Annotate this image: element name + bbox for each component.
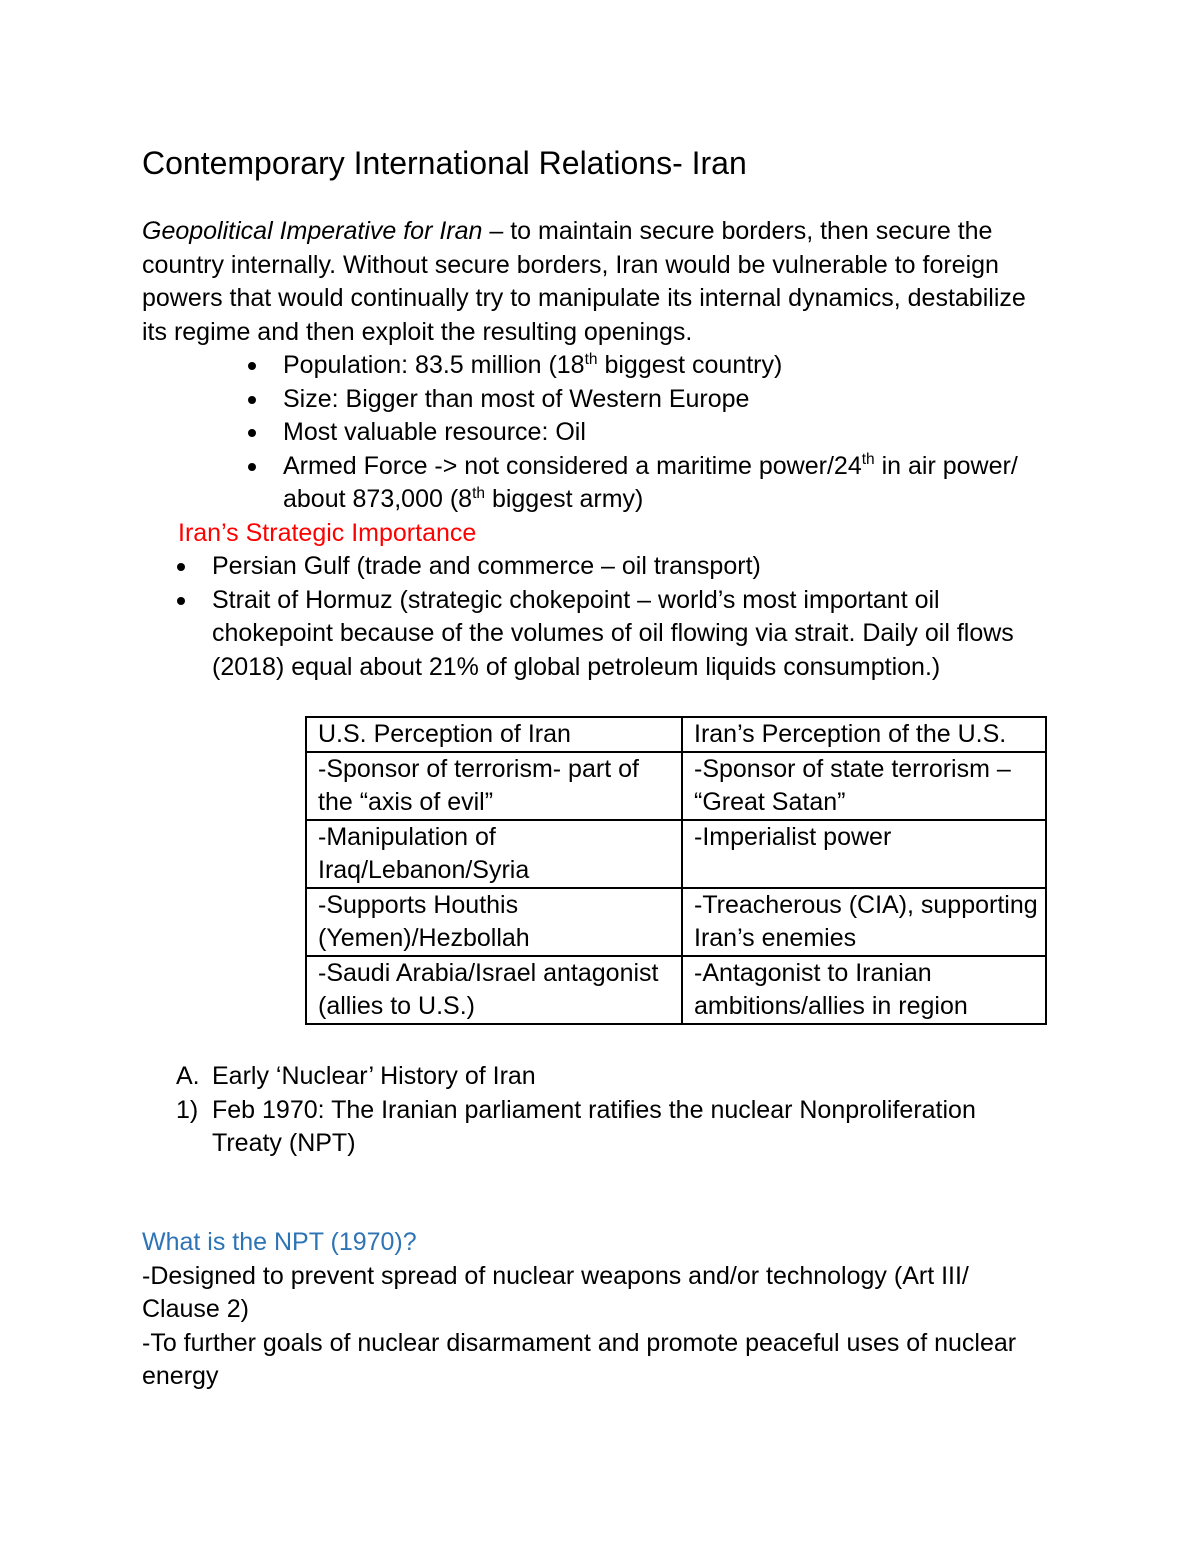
- document-title: Contemporary International Relations- Iran: [142, 145, 747, 181]
- npt-heading: What is the NPT (1970)?: [142, 1228, 417, 1256]
- bullet-icon: [177, 597, 185, 605]
- armed-force-text: Armed Force -> not considered a maritime power/24: [283, 451, 862, 480]
- persian-gulf-text: Persian Gulf (trade and commerce – oil transport): [212, 552, 761, 580]
- armed-force-text-middle: in air power/ about 873,000 (8: [283, 451, 1018, 513]
- nuclear-history-heading-text: Early ‘Nuclear’ History of Iran: [212, 1062, 536, 1090]
- bullet-icon: [177, 563, 185, 571]
- bullet-icon: [248, 463, 256, 471]
- list-item-resource: [283, 416, 1042, 450]
- table-cell: -Manipulation of Iraq/Lebanon/Syria: [307, 821, 683, 889]
- table-header-iran-perception: Iran’s Perception of the U.S.: [683, 718, 1047, 753]
- list-item-npt-ratification: [176, 1094, 1042, 1161]
- population-text: Population: 83.5 million (18: [283, 351, 585, 379]
- table-cell: -Imperialist power: [683, 821, 1047, 889]
- bullet-icon: [248, 362, 256, 370]
- list-item-size: [283, 383, 1042, 417]
- table-cell: -Saudi Arabia/Israel antagonist (allies to U.S.): [307, 957, 683, 1025]
- size-text: Size: Bigger than most of Western Europe: [283, 384, 750, 413]
- bullet-icon: [248, 429, 256, 437]
- table-cell: -Sponsor of terrorism- part of the “axis of evil”: [307, 753, 683, 821]
- population-text-end: biggest country): [597, 351, 783, 379]
- armed-force-text-end: biggest army): [485, 485, 644, 513]
- list-item-armed-force: [283, 450, 1042, 517]
- resource-text: Most valuable resource: Oil: [283, 418, 586, 446]
- numbered-marker: 1): [176, 1095, 199, 1124]
- table-cell: -Antagonist to Iranian ambitions/allies in region: [683, 957, 1047, 1025]
- army-ordinal-suffix: th: [472, 484, 485, 502]
- bullet-icon: [248, 396, 256, 404]
- population-ordinal-suffix: th: [584, 350, 598, 368]
- iran-facts-list: [283, 349, 1042, 517]
- table-cell: -Treacherous (CIA), supporting Iran’s enemies: [683, 889, 1047, 957]
- air-power-ordinal-suffix: th: [861, 451, 875, 469]
- list-item-persian-gulf: [212, 550, 1042, 584]
- perception-table: [305, 716, 1047, 1025]
- nuclear-history-heading: [176, 1060, 1042, 1094]
- nuclear-history-list: [176, 1060, 1042, 1161]
- table-header-us-perception: U.S. Perception of Iran: [307, 718, 683, 753]
- npt-point-disarmament: -To further goals of nuclear disarmament and promote peaceful uses of nuclear energy: [142, 1328, 1017, 1390]
- npt-point-prevent-spread: -Designed to prevent spread of nuclear weapons and/or technology (Art III/ Clause 2): [142, 1261, 969, 1323]
- list-item-strait-of-hormuz: [212, 584, 1042, 685]
- strategic-importance-list: [212, 550, 1042, 684]
- nuclear-history-section: [142, 1060, 1042, 1161]
- npt-section: [142, 1226, 1042, 1394]
- iran-overview-section: [142, 215, 1042, 684]
- geopolitical-imperative-text: – to maintain secure borders, then secure the country internally. Without secure borders, Iran would be vulnerable to foreign powers that would continually try to manipulate its internal dynamics, destabilize its regime and then exploit the resulting openings.: [142, 217, 1026, 346]
- table-cell: -Supports Houthis (Yemen)/Hezbollah: [307, 889, 683, 957]
- outline-marker: A.: [176, 1062, 200, 1090]
- table-cell: -Sponsor of state terrorism – “Great Satan”: [683, 753, 1047, 821]
- geopolitical-imperative-paragraph: [142, 215, 1042, 349]
- geopolitical-imperative-label: Geopolitical Imperative for Iran: [142, 217, 483, 245]
- strait-of-hormuz-text: Strait of Hormuz (strategic chokepoint – world’s most important oil chokepoint because of the volumes of oil flowing via strait. Daily oil flows (2018) equal about 21% of global petroleum liquids consumption.): [212, 585, 1014, 681]
- list-item-population: [283, 349, 1042, 383]
- npt-ratification-text: Feb 1970: The Iranian parliament ratifies the nuclear Nonproliferation Treaty (NPT): [212, 1095, 976, 1157]
- strategic-importance-heading: Iran’s Strategic Importance: [178, 518, 477, 547]
